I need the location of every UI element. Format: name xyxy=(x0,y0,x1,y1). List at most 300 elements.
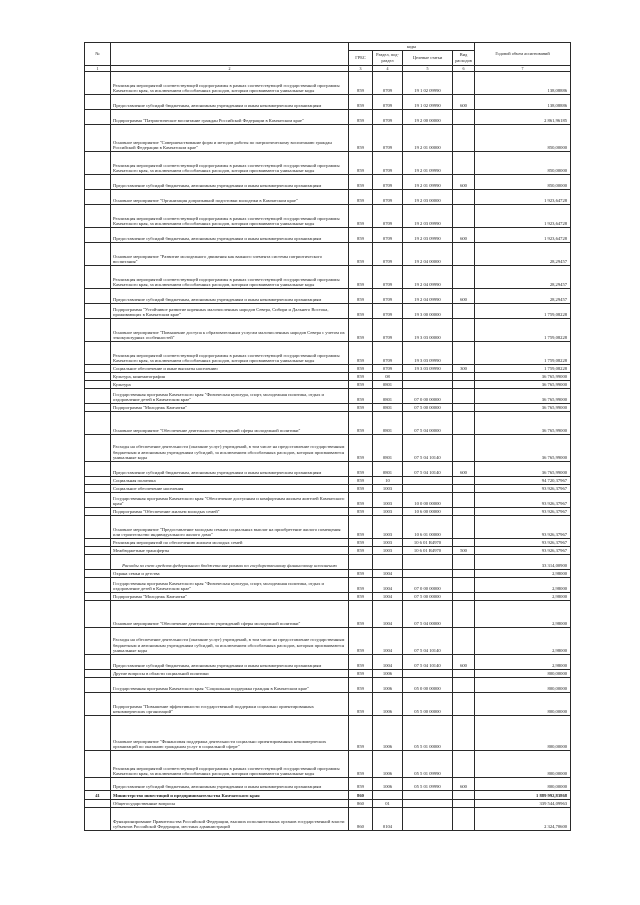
amount-cell: 1 759,08228 xyxy=(475,365,571,373)
target-article-cell xyxy=(403,485,453,493)
table-row xyxy=(85,477,571,485)
target-article-cell: 19 1 02 09990 xyxy=(403,95,453,110)
grbs-code-cell: 859 xyxy=(349,228,373,243)
row-number-cell xyxy=(85,175,111,190)
index-cell: 2 xyxy=(111,66,349,72)
expense-name-cell: Подпрограмма "Патриотическое воспитание граждан Российской Федерации в Камчатском крае" xyxy=(111,110,349,125)
grbs-code-cell xyxy=(349,555,373,570)
table-row xyxy=(85,485,571,493)
expense-name-cell: Социальное обеспечение населения xyxy=(111,485,349,493)
section-code-cell: 01 xyxy=(373,800,403,808)
section-code-cell: 1004 xyxy=(373,601,403,628)
table-row xyxy=(85,389,571,404)
row-number-cell xyxy=(85,655,111,670)
grbs-code-cell: 859 xyxy=(349,578,373,593)
table-row xyxy=(85,670,571,678)
section-code-cell: 1004 xyxy=(373,578,403,593)
grbs-code-cell: 859 xyxy=(349,593,373,601)
grbs-code-cell: 859 xyxy=(349,547,373,555)
target-article-cell: 07 5 04 10140 xyxy=(403,462,453,477)
table-row xyxy=(85,462,571,477)
grbs-code-cell: 859 xyxy=(349,205,373,228)
expense-name-cell: Культура, кинематография xyxy=(111,373,349,381)
index-cell: 4 xyxy=(373,66,403,72)
row-number-cell xyxy=(85,289,111,304)
section-code-cell: 0709 xyxy=(373,342,403,365)
grbs-code-cell: 859 xyxy=(349,404,373,412)
section-code-cell: 0801 xyxy=(373,435,403,462)
grbs-code-cell: 859 xyxy=(349,72,373,95)
grbs-code-cell: 859 xyxy=(349,508,373,516)
expense-type-cell: 300 xyxy=(453,365,475,373)
row-number-cell xyxy=(85,125,111,152)
target-article-cell: 10 6 01 R4970 xyxy=(403,539,453,547)
section-code-cell: 1004 xyxy=(373,570,403,578)
grbs-code-cell: 859 xyxy=(349,152,373,175)
expense-name-cell: Предоставление субсидий бюджетным, автономным учреждениям и иным некоммерческим организациям xyxy=(111,778,349,791)
expense-name-cell: Предоставление субсидий бюджетным, автономным учреждениям и иным некоммерческим организациям xyxy=(111,175,349,190)
expense-name-cell: Государственная программа Камчатского края "Физическая культура, спорт, молодежная политика, отдых и оздоровление детей в Камчатском крае" xyxy=(111,578,349,593)
expense-name-cell: Основное мероприятие "Предоставление молодым семьям социальных выплат на приобретение жилого помещения или строительство индивидуального жилого дома" xyxy=(111,516,349,539)
table-row xyxy=(85,516,571,539)
header-row xyxy=(85,43,571,51)
index-cell: 5 xyxy=(403,66,453,72)
section-code-cell: 0709 xyxy=(373,190,403,205)
grbs-code-cell: 859 xyxy=(349,493,373,508)
amount-cell: 93 926,37967 xyxy=(475,508,571,516)
row-number-cell xyxy=(85,508,111,516)
expense-name-cell: Основное мероприятие "Организация допризывной подготовки молодежи в Камчатском крае" xyxy=(111,190,349,205)
table-row xyxy=(85,493,571,508)
expense-name-cell: Межбюджетные трансферты xyxy=(111,547,349,555)
section-code-cell: 1004 xyxy=(373,655,403,670)
target-article-cell xyxy=(403,791,453,800)
index-cell: 1 xyxy=(85,66,111,72)
amount-cell: 138,08886 xyxy=(475,95,571,110)
amount-cell: 1 923,64728 xyxy=(475,205,571,228)
amount-cell: 800,00000 xyxy=(475,678,571,693)
row-number-cell xyxy=(85,404,111,412)
expense-name-cell: Основное мероприятие "Повышение доступа к образовательным услугам малочисленных народов Севера с учетом их этнокультурных особенностей" xyxy=(111,319,349,342)
grbs-code-cell: 859 xyxy=(349,693,373,716)
expense-name-cell: Основное мероприятие "Развитие молодежного движения как важного элемента системы патриотического воспитания" xyxy=(111,243,349,266)
section-code-cell: 0104 xyxy=(373,808,403,831)
expense-type-cell xyxy=(453,808,475,831)
section-code-cell: 1006 xyxy=(373,693,403,716)
target-article-cell: 19 3 03 09990 xyxy=(403,342,453,365)
grbs-code-cell: 859 xyxy=(349,243,373,266)
expense-name-cell: Подпрограмма "Устойчивое развитие коренных малочисленных народов Севера, Сибири и Дальнего Востока, проживающих в Камчатском крае" xyxy=(111,304,349,319)
amount-cell: 36 765,99000 xyxy=(475,373,571,381)
target-article-cell: 05 5 01 09990 xyxy=(403,778,453,791)
table-row xyxy=(85,304,571,319)
section-code-cell: 1003 xyxy=(373,508,403,516)
expense-name-cell: Основное мероприятие "Обеспечение деятельности учреждений сферы молодежной политики" xyxy=(111,412,349,435)
target-article-cell: 05 0 00 00000 xyxy=(403,678,453,693)
section-code-cell: 1004 xyxy=(373,593,403,601)
target-article-cell: 10 0 00 00000 xyxy=(403,493,453,508)
row-number-cell xyxy=(85,205,111,228)
grbs-code-cell: 859 xyxy=(349,778,373,791)
row-number-cell xyxy=(85,152,111,175)
expense-name-cell: Подпрограмма "Обеспечение жильем молодых семей" xyxy=(111,508,349,516)
target-article-cell: 19 3 03 00000 xyxy=(403,319,453,342)
grbs-code-cell: 859 xyxy=(349,381,373,389)
target-article-cell: 19 3 03 09990 xyxy=(403,365,453,373)
expense-name-cell: Предоставление субсидий бюджетным, автономным учреждениям и иным некоммерческим организациям xyxy=(111,95,349,110)
expense-type-cell xyxy=(453,152,475,175)
amount-cell: 800,00000 xyxy=(475,751,571,778)
grbs-code-cell: 859 xyxy=(349,716,373,751)
target-article-cell: 19 2 03 09990 xyxy=(403,205,453,228)
section-code-cell: 0709 xyxy=(373,125,403,152)
section-code-cell: 0709 xyxy=(373,243,403,266)
expense-name-cell: Культура xyxy=(111,381,349,389)
expense-type-cell xyxy=(453,800,475,808)
row-number-cell xyxy=(85,266,111,289)
expense-type-cell: 600 xyxy=(453,289,475,304)
amount-cell: 28,29457 xyxy=(475,266,571,289)
amount-cell: 850,00000 xyxy=(475,152,571,175)
row-number-cell xyxy=(85,678,111,693)
target-article-cell: 19 2 04 09990 xyxy=(403,289,453,304)
expense-name-cell: Предоставление субсидий бюджетным, автономным учреждениям и иным некоммерческим организациям xyxy=(111,462,349,477)
table-row xyxy=(85,678,571,693)
section-code-cell: 0801 xyxy=(373,412,403,435)
target-article-cell: 07 0 00 00000 xyxy=(403,578,453,593)
expense-type-cell xyxy=(453,485,475,493)
expense-name-cell: Подпрограмма "Молодежь Камчатки" xyxy=(111,593,349,601)
expense-name-cell: Основное мероприятие "Совершенствование форм и методов работы по патриотическому воспитанию граждан Российской Федерации в Камчатском крае" xyxy=(111,125,349,152)
expense-type-cell xyxy=(453,539,475,547)
section-code-cell xyxy=(373,555,403,570)
table-row xyxy=(85,72,571,95)
table-row xyxy=(85,808,571,831)
expense-name-cell: Предоставление субсидий бюджетным, автономным учреждениям и иным некоммерческим организациям xyxy=(111,655,349,670)
table-row xyxy=(85,693,571,716)
expense-name-cell: Реализация мероприятий соответствующей подпрограммы в рамках соответствующей государственной программы Камчатского края, за исключением обособленных расходов, которым присваиваются уникальные коды xyxy=(111,266,349,289)
expense-type-cell xyxy=(453,555,475,570)
expense-type-cell xyxy=(453,570,475,578)
expense-type-cell xyxy=(453,190,475,205)
table-row xyxy=(85,319,571,342)
expense-name-cell: Другие вопросы в области социальной политики xyxy=(111,670,349,678)
amount-cell: 28,29457 xyxy=(475,243,571,266)
target-article-cell xyxy=(403,570,453,578)
row-number-cell xyxy=(85,570,111,578)
section-code-cell: 1003 xyxy=(373,547,403,555)
row-number-cell xyxy=(85,593,111,601)
section-code-cell xyxy=(373,791,403,800)
grbs-code-cell: 859 xyxy=(349,477,373,485)
section-code-cell: 1006 xyxy=(373,751,403,778)
amount-cell: 850,00000 xyxy=(475,125,571,152)
expense-type-cell: 600 xyxy=(453,228,475,243)
row-number-cell xyxy=(85,110,111,125)
grbs-code-cell: 859 xyxy=(349,289,373,304)
row-number-cell xyxy=(85,190,111,205)
target-article-cell: 19 2 01 09990 xyxy=(403,152,453,175)
expense-type-cell xyxy=(453,578,475,593)
section-code-cell: 1006 xyxy=(373,716,403,751)
table-row xyxy=(85,778,571,791)
row-number-cell xyxy=(85,412,111,435)
expense-type-cell xyxy=(453,342,475,365)
grbs-code-cell: 859 xyxy=(349,190,373,205)
table-body xyxy=(85,72,571,831)
amount-cell: 2,98000 xyxy=(475,628,571,655)
index-cell: 3 xyxy=(349,66,373,72)
table-row xyxy=(85,539,571,547)
budget-table-sheet xyxy=(84,42,570,831)
header-razdel: Раздел, под-раздел xyxy=(373,51,403,66)
expense-name-cell: Реализация мероприятий соответствующей подпрограммы в рамках соответствующей государственной программы Камчатского края, за исключением обособленных расходов, которым присваиваются уникальные коды xyxy=(111,72,349,95)
expense-name-cell: Реализация мероприятий соответствующей подпрограммы в рамках соответствующей государственной программы Камчатского края, за исключением обособленных расходов, которым присваиваются уникальные коды xyxy=(111,342,349,365)
grbs-code-cell: 859 xyxy=(349,95,373,110)
header-amount: Годовой объем ассигнований xyxy=(475,43,571,66)
row-number-cell xyxy=(85,477,111,485)
table-row xyxy=(85,365,571,373)
row-number-cell xyxy=(85,389,111,404)
target-article-cell: 05 5 01 00000 xyxy=(403,716,453,751)
grbs-code-cell: 859 xyxy=(349,751,373,778)
section-code-cell: 0709 xyxy=(373,365,403,373)
row-number-cell xyxy=(85,555,111,570)
row-number-cell xyxy=(85,628,111,655)
row-number-cell xyxy=(85,485,111,493)
expense-name-cell: Социальная политика xyxy=(111,477,349,485)
expense-type-cell xyxy=(453,716,475,751)
amount-cell: 800,00000 xyxy=(475,693,571,716)
section-code-cell: 10 xyxy=(373,477,403,485)
grbs-code-cell: 859 xyxy=(349,539,373,547)
expense-name-cell: Государственная программа Камчатского края "Социальная поддержка граждан в Камчатском крае" xyxy=(111,678,349,693)
target-article-cell: 19 2 00 00000 xyxy=(403,110,453,125)
table-row xyxy=(85,404,571,412)
section-code-cell: 0801 xyxy=(373,389,403,404)
target-article-cell: 19 1 02 09990 xyxy=(403,72,453,95)
table-row xyxy=(85,578,571,593)
row-number-cell xyxy=(85,228,111,243)
section-code-cell: 1006 xyxy=(373,778,403,791)
table-row xyxy=(85,412,571,435)
table-row xyxy=(85,751,571,778)
row-number-cell xyxy=(85,800,111,808)
expense-name-cell: Подпрограмма "Повышение эффективности государственной поддержки социально ориентированных некоммерческих организаций" xyxy=(111,693,349,716)
grbs-code-cell: 859 xyxy=(349,655,373,670)
section-code-cell: 0709 xyxy=(373,266,403,289)
expense-name-cell: Реализация мероприятий соответствующей подпрограммы в рамках соответствующей государственной программы Камчатского края, за исключением обособленных расходов, которым присваиваются уникальные коды xyxy=(111,751,349,778)
target-article-cell: 19 2 03 00000 xyxy=(403,190,453,205)
expense-name-cell: Основное мероприятие "Обеспечение деятельности учреждений сферы молодежной политики" xyxy=(111,601,349,628)
grbs-code-cell: 860 xyxy=(349,808,373,831)
expense-type-cell xyxy=(453,389,475,404)
target-article-cell: 07 5 00 00000 xyxy=(403,404,453,412)
section-code-cell: 0709 xyxy=(373,110,403,125)
grbs-code-cell: 859 xyxy=(349,678,373,693)
row-number-cell xyxy=(85,435,111,462)
row-number-cell: 41 xyxy=(85,791,111,800)
table-row xyxy=(85,373,571,381)
row-number-cell xyxy=(85,751,111,778)
header-codes: коды xyxy=(349,43,475,51)
expense-type-cell xyxy=(453,493,475,508)
table-row xyxy=(85,381,571,389)
table-row xyxy=(85,655,571,670)
section-code-cell: 0709 xyxy=(373,304,403,319)
section-code-cell: 1003 xyxy=(373,485,403,493)
row-number-cell xyxy=(85,578,111,593)
expense-name-cell: Функционирование Правительства Российской Федерации, высших исполнительных органов государственной власти субъектов Российской Федерации, местных администраций xyxy=(111,808,349,831)
amount-cell: 2,98000 xyxy=(475,593,571,601)
expense-type-cell xyxy=(453,404,475,412)
expense-type-cell: 600 xyxy=(453,655,475,670)
grbs-code-cell: 860 xyxy=(349,800,373,808)
expense-type-cell xyxy=(453,678,475,693)
expense-type-cell xyxy=(453,319,475,342)
target-article-cell xyxy=(403,555,453,570)
expense-type-cell xyxy=(453,266,475,289)
target-article-cell: 10 6 01 00000 xyxy=(403,516,453,539)
expense-type-cell xyxy=(453,412,475,435)
amount-cell: 1 923,64728 xyxy=(475,228,571,243)
header-name xyxy=(111,43,349,66)
section-code-cell: 1006 xyxy=(373,678,403,693)
index-cell: 7 xyxy=(475,66,571,72)
expense-type-cell xyxy=(453,110,475,125)
amount-cell: 93 926,37967 xyxy=(475,539,571,547)
section-code-cell: 0709 xyxy=(373,95,403,110)
section-code-cell: 0709 xyxy=(373,205,403,228)
header-num: № xyxy=(85,43,111,66)
amount-cell: 93 926,37967 xyxy=(475,547,571,555)
row-number-cell xyxy=(85,601,111,628)
amount-cell: 93 926,37967 xyxy=(475,516,571,539)
row-number-cell xyxy=(85,778,111,791)
amount-cell: 28,29457 xyxy=(475,289,571,304)
section-code-cell: 0709 xyxy=(373,152,403,175)
grbs-code-cell: 859 xyxy=(349,412,373,435)
table-row xyxy=(85,593,571,601)
target-article-cell: 19 2 04 09990 xyxy=(403,266,453,289)
target-article-cell: 07 0 00 00000 xyxy=(403,389,453,404)
amount-cell: 93 926,37967 xyxy=(475,493,571,508)
expense-type-cell xyxy=(453,72,475,95)
expense-type-cell xyxy=(453,243,475,266)
expense-type-cell xyxy=(453,593,475,601)
expense-name-cell: Общегосударственные вопросы xyxy=(111,800,349,808)
amount-cell: 1 759,08228 xyxy=(475,304,571,319)
amount-cell: 2 324,70600 xyxy=(475,808,571,831)
grbs-code-cell: 859 xyxy=(349,601,373,628)
row-number-cell xyxy=(85,72,111,95)
index-cell: 6 xyxy=(453,66,475,72)
amount-cell: 850,00000 xyxy=(475,175,571,190)
section-code-cell: 0709 xyxy=(373,289,403,304)
target-article-cell: 19 2 03 09990 xyxy=(403,228,453,243)
section-code-cell: 1006 xyxy=(373,670,403,678)
table-row xyxy=(85,289,571,304)
target-article-cell: 10 6 01 R4970 xyxy=(403,547,453,555)
expense-name-cell: Министерство инвестиций и предпринимательства Камчатского края xyxy=(111,791,349,800)
expense-type-cell xyxy=(453,601,475,628)
expense-name-cell: Социальное обеспечение и иные выплаты населению xyxy=(111,365,349,373)
row-number-cell xyxy=(85,319,111,342)
table-row xyxy=(85,800,571,808)
target-article-cell: 07 5 04 00000 xyxy=(403,601,453,628)
section-code-cell: 08 xyxy=(373,373,403,381)
expense-type-cell: 600 xyxy=(453,95,475,110)
amount-cell: 800,00000 xyxy=(475,716,571,751)
grbs-code-cell: 859 xyxy=(349,570,373,578)
expense-name-cell: Реализация мероприятий соответствующей подпрограммы в рамках соответствующей государственной программы Камчатского края, за исключением обособленных расходов, которым присваиваются уникальные коды xyxy=(111,152,349,175)
amount-cell: 36 765,99000 xyxy=(475,389,571,404)
expense-type-cell xyxy=(453,435,475,462)
table-row xyxy=(85,243,571,266)
amount-cell: 2 861,96185 xyxy=(475,110,571,125)
expense-type-cell: 600 xyxy=(453,778,475,791)
table-row xyxy=(85,205,571,228)
target-article-cell: 05 5 00 00000 xyxy=(403,693,453,716)
amount-cell: 93 926,37967 xyxy=(475,485,571,493)
expense-name-cell: Государственная программа Камчатского края "Физическая культура, спорт, молодежная политика, отдых и оздоровление детей в Камчатском крае" xyxy=(111,389,349,404)
amount-cell: 1 923,64728 xyxy=(475,190,571,205)
target-article-cell: 07 5 04 10140 xyxy=(403,655,453,670)
amount-cell: 1 889 992,83868 xyxy=(475,791,571,800)
expense-name-cell: Подпрограмма "Молодежь Камчатки" xyxy=(111,404,349,412)
amount-cell: 2,98000 xyxy=(475,601,571,628)
table-row xyxy=(85,601,571,628)
header-vid: Вид расходов xyxy=(453,51,475,66)
table-row xyxy=(85,628,571,655)
expense-type-cell xyxy=(453,381,475,389)
row-number-cell xyxy=(85,365,111,373)
section-code-cell: 0801 xyxy=(373,462,403,477)
expense-name-cell: Государственная программа Камчатского края "Обеспечение доступным и комфортным жильем жителей Камчатского края" xyxy=(111,493,349,508)
table-row xyxy=(85,342,571,365)
section-code-cell: 0801 xyxy=(373,381,403,389)
expense-type-cell xyxy=(453,628,475,655)
table-row xyxy=(85,152,571,175)
amount-cell: 2,98000 xyxy=(475,578,571,593)
target-article-cell: 19 3 00 00000 xyxy=(403,304,453,319)
expense-type-cell xyxy=(453,693,475,716)
expense-type-cell xyxy=(453,205,475,228)
expense-name-cell: Предоставление субсидий бюджетным, автономным учреждениям и иным некоммерческим организациям xyxy=(111,228,349,243)
expense-type-cell xyxy=(453,373,475,381)
table-row xyxy=(85,547,571,555)
expense-type-cell xyxy=(453,477,475,485)
row-number-cell xyxy=(85,716,111,751)
amount-cell: 138,08886 xyxy=(475,72,571,95)
amount-cell: 2,98000 xyxy=(475,655,571,670)
amount-cell: 800,00000 xyxy=(475,670,571,678)
budget-table xyxy=(84,42,571,831)
header-target: Целевые статьи xyxy=(403,51,453,66)
row-number-cell xyxy=(85,373,111,381)
expense-type-cell xyxy=(453,670,475,678)
target-article-cell: 05 5 01 09990 xyxy=(403,751,453,778)
section-code-cell: 0709 xyxy=(373,319,403,342)
amount-cell: 36 765,99000 xyxy=(475,404,571,412)
row-number-cell xyxy=(85,670,111,678)
target-article-cell: 07 5 04 10140 xyxy=(403,628,453,655)
header-grbs: ГРБС xyxy=(349,51,373,66)
target-article-cell xyxy=(403,373,453,381)
section-code-cell: 1003 xyxy=(373,493,403,508)
grbs-code-cell: 859 xyxy=(349,670,373,678)
row-number-cell xyxy=(85,243,111,266)
